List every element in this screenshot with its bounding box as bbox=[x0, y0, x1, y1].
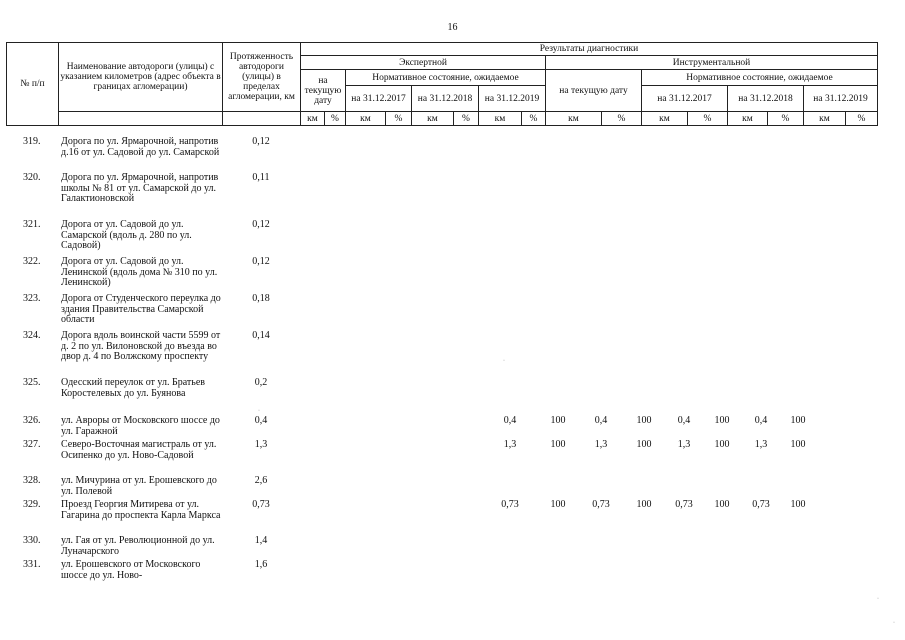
road-length: 1,4 bbox=[254, 536, 268, 546]
instr-km-value bbox=[482, 331, 538, 378]
instr-pct-value: 100 bbox=[714, 416, 730, 426]
instr-pct-value bbox=[624, 220, 664, 257]
instr-pct-value bbox=[782, 257, 814, 294]
row-number: 329. bbox=[23, 500, 41, 510]
road-length: 0,12 bbox=[252, 137, 270, 147]
instr-km-value bbox=[578, 220, 624, 257]
road-name: Дорога по ул. Ярмарочной, напротив школы № 81 от ул. Самарской до ул. Галактионовской bbox=[61, 173, 219, 205]
instr-pct-value bbox=[704, 331, 740, 378]
road-name: Проезд Георгия Митирева от ул. Гагарина до проспекта Карла Маркса bbox=[61, 500, 221, 521]
instr-pct-value: 100 bbox=[636, 500, 652, 510]
instr-pct-value bbox=[782, 331, 814, 378]
expert-values-empty bbox=[300, 294, 482, 331]
instr-pct-value bbox=[782, 560, 814, 584]
instr-pct-value bbox=[538, 257, 578, 294]
instr-pct-value bbox=[704, 220, 740, 257]
instr-km-value: 0,4 bbox=[677, 416, 691, 426]
header-pct: % bbox=[846, 112, 878, 126]
row-number: 323. bbox=[23, 294, 41, 304]
road-name: Дорога от ул. Садовой до ул. Ленинской (вдоль дома № 310 по ул. Ленинской) bbox=[61, 257, 218, 289]
instr-km-value bbox=[482, 294, 538, 331]
instr-km-value bbox=[578, 137, 624, 173]
road-name: ул. Мичурина от ул. Ерошевского до ул. Полевой bbox=[61, 476, 217, 497]
road-length: 1,3 bbox=[254, 440, 268, 450]
instr-pct-value bbox=[538, 173, 578, 220]
instr-pct-value bbox=[704, 560, 740, 584]
header-instr-normative: Нормативное состояние, ожидаемое bbox=[642, 70, 878, 86]
instr-pct-value bbox=[782, 378, 814, 416]
header-expert-date-2017: на 31.12.2017 bbox=[346, 86, 412, 112]
table-row bbox=[6, 536, 814, 560]
instr-km-value: 0,73 bbox=[592, 500, 610, 510]
header-expert-current: на текущую дату bbox=[301, 70, 346, 112]
instr-pct-value: 100 bbox=[636, 416, 652, 426]
instr-pct-value bbox=[782, 476, 814, 500]
instr-pct-value bbox=[538, 137, 578, 173]
instr-km-value: 1,3 bbox=[594, 440, 608, 450]
road-name: Дорога от Студенческого переулка до здания Правительства Самарской области bbox=[61, 294, 221, 326]
instr-pct-value: 100 bbox=[714, 500, 730, 510]
header-instr-date-2018: на 31.12.2018 bbox=[728, 86, 804, 112]
instr-pct-value bbox=[538, 378, 578, 416]
table-row bbox=[6, 331, 814, 378]
instr-pct-value: 100 bbox=[790, 440, 806, 450]
instr-pct-value bbox=[782, 137, 814, 173]
instr-km-value: 1,3 bbox=[677, 440, 691, 450]
instr-pct-value bbox=[704, 536, 740, 560]
row-number: 324. bbox=[23, 331, 41, 341]
instr-km-value bbox=[740, 220, 782, 257]
instr-km-value bbox=[578, 331, 624, 378]
instr-km-value bbox=[740, 378, 782, 416]
row-number: 327. bbox=[23, 440, 41, 450]
row-number: 322. bbox=[23, 257, 41, 267]
instr-km-value bbox=[664, 257, 704, 294]
header-instr-date-2017: на 31.12.2017 bbox=[642, 86, 728, 112]
instr-km-value bbox=[740, 173, 782, 220]
header-km: км bbox=[346, 112, 386, 126]
instr-km-value bbox=[578, 173, 624, 220]
header-pct: % bbox=[688, 112, 728, 126]
instr-pct-value bbox=[538, 536, 578, 560]
instr-km-value bbox=[578, 378, 624, 416]
header-km: км bbox=[479, 112, 522, 126]
instr-km-value bbox=[664, 331, 704, 378]
header-km: км bbox=[412, 112, 454, 126]
instr-pct-value: 100 bbox=[714, 440, 730, 450]
instr-pct-value bbox=[782, 294, 814, 331]
instr-km-value: 1,3 bbox=[754, 440, 768, 450]
header-instr-date-2019: на 31.12.2019 bbox=[804, 86, 878, 112]
header-expert-normative: Нормативное состояние, ожидаемое bbox=[346, 70, 546, 86]
expert-values-empty bbox=[300, 137, 482, 173]
instr-km-value bbox=[578, 560, 624, 584]
instr-km-value bbox=[482, 220, 538, 257]
header-expert: Экспертной bbox=[301, 56, 546, 70]
instr-pct-value: 100 bbox=[550, 416, 566, 426]
instr-pct-value bbox=[704, 137, 740, 173]
instr-pct-value bbox=[538, 560, 578, 584]
instr-km-value: 0,73 bbox=[675, 500, 693, 510]
instr-pct-value bbox=[624, 476, 664, 500]
expert-values-empty bbox=[300, 257, 482, 294]
instr-km-value bbox=[482, 476, 538, 500]
instr-pct-value bbox=[624, 331, 664, 378]
header-length-cont bbox=[223, 112, 301, 126]
header-instrumental: Инструментальной bbox=[546, 56, 878, 70]
speck: · bbox=[893, 620, 895, 626]
instr-km-value bbox=[578, 536, 624, 560]
instr-km-value bbox=[664, 220, 704, 257]
road-length: 0,11 bbox=[252, 173, 270, 183]
instr-pct-value bbox=[782, 536, 814, 560]
instr-km-value bbox=[740, 331, 782, 378]
instr-pct-value bbox=[538, 476, 578, 500]
expert-values-empty bbox=[300, 536, 482, 560]
instr-km-value bbox=[664, 536, 704, 560]
instr-pct-value bbox=[782, 173, 814, 220]
instr-km-value bbox=[664, 560, 704, 584]
road-name: ул. Гая от ул. Революционной до ул. Луначарского bbox=[61, 536, 215, 557]
row-number: 321. bbox=[23, 220, 41, 230]
instr-km-value bbox=[482, 137, 538, 173]
table-row bbox=[6, 173, 814, 220]
header-results: Результаты диагностики bbox=[301, 43, 878, 56]
header-km: км bbox=[642, 112, 688, 126]
instr-pct-value bbox=[624, 294, 664, 331]
instr-km-value: 0,73 bbox=[501, 500, 519, 510]
header-km: км bbox=[546, 112, 602, 126]
road-length: 0,12 bbox=[252, 220, 270, 230]
road-name: ул. Авроры от Московского шоссе до ул. Гаражной bbox=[61, 416, 220, 437]
road-length: 0,12 bbox=[252, 257, 270, 267]
instr-pct-value bbox=[704, 476, 740, 500]
road-name: Северо-Восточная магистраль от ул. Осипенко до ул. Ново-Садовой bbox=[61, 440, 217, 461]
instr-pct-value bbox=[704, 257, 740, 294]
expert-values-empty bbox=[300, 173, 482, 220]
instr-pct-value bbox=[624, 173, 664, 220]
header-pct: % bbox=[454, 112, 479, 126]
expert-values-empty bbox=[300, 416, 482, 440]
page-number: 16 bbox=[447, 22, 458, 33]
instr-pct-value bbox=[624, 560, 664, 584]
instr-km-value: 0,4 bbox=[594, 416, 608, 426]
row-number: 326. bbox=[23, 416, 41, 426]
instr-km-value bbox=[482, 173, 538, 220]
expert-values-empty bbox=[300, 476, 482, 500]
instr-km-value: 0,73 bbox=[752, 500, 770, 510]
instr-km-value bbox=[578, 476, 624, 500]
table-row bbox=[6, 500, 814, 536]
instr-km-value bbox=[740, 257, 782, 294]
road-name: Дорога вдоль воинской части 5599 от д. 2 по ул. Вилоновской до въезда во двор д. 4 по Волжскому проспекту bbox=[61, 331, 221, 363]
table-row bbox=[6, 137, 814, 173]
instr-km-value bbox=[664, 173, 704, 220]
instr-km-value: 0,4 bbox=[754, 416, 768, 426]
expert-values-empty bbox=[300, 331, 482, 378]
instr-pct-value bbox=[624, 137, 664, 173]
road-length: 1,6 bbox=[254, 560, 268, 570]
road-name: Дорога от ул. Садовой до ул. Самарской (вдоль д. 280 по ул. Садовой) bbox=[61, 220, 192, 252]
header-pct: % bbox=[602, 112, 642, 126]
header-length: Протяженность автодороги (улицы) в пределах агломерации, км bbox=[223, 43, 301, 112]
instr-pct-value bbox=[538, 220, 578, 257]
instr-pct-value: 100 bbox=[550, 500, 566, 510]
row-number: 319. bbox=[23, 137, 41, 147]
table-row bbox=[6, 476, 814, 500]
row-number: 320. bbox=[23, 173, 41, 183]
instr-km-value bbox=[482, 536, 538, 560]
header-km: км bbox=[804, 112, 846, 126]
instr-km-value bbox=[664, 137, 704, 173]
instr-km-value bbox=[482, 378, 538, 416]
table-row bbox=[6, 560, 814, 584]
instr-pct-value bbox=[624, 257, 664, 294]
expert-values-empty bbox=[300, 560, 482, 584]
instr-km-value bbox=[740, 560, 782, 584]
expert-values-empty bbox=[300, 220, 482, 257]
expert-values-empty bbox=[300, 440, 482, 476]
road-name: Дорога по ул. Ярмарочной, напротив д.16 от ул. Садовой до ул. Самарской bbox=[61, 137, 220, 158]
expert-values-empty bbox=[300, 378, 482, 416]
instr-pct-value: 100 bbox=[636, 440, 652, 450]
speck: · bbox=[258, 408, 260, 414]
instr-km-value bbox=[740, 536, 782, 560]
instr-pct-value bbox=[782, 220, 814, 257]
road-length: 0,2 bbox=[254, 378, 268, 388]
instr-pct-value bbox=[538, 331, 578, 378]
header-expert-date-2019: на 31.12.2019 bbox=[479, 86, 546, 112]
table-row bbox=[6, 257, 814, 294]
header-pct: % bbox=[522, 112, 546, 126]
table-row bbox=[6, 220, 814, 257]
road-length: 0,18 bbox=[252, 294, 270, 304]
instr-km-value bbox=[740, 137, 782, 173]
header-num: № п/п bbox=[7, 43, 59, 126]
instr-km-value bbox=[482, 257, 538, 294]
instr-km-value: 0,4 bbox=[503, 416, 517, 426]
instr-km-value bbox=[740, 294, 782, 331]
road-length: 0,4 bbox=[254, 416, 268, 426]
header-km: км bbox=[301, 112, 325, 126]
instr-pct-value bbox=[704, 173, 740, 220]
instr-km-value bbox=[740, 476, 782, 500]
instr-km-value bbox=[578, 257, 624, 294]
instr-km-value bbox=[664, 294, 704, 331]
road-length: 0,73 bbox=[252, 500, 270, 510]
instr-pct-value: 100 bbox=[550, 440, 566, 450]
row-number: 331. bbox=[23, 560, 41, 570]
road-length: 0,14 bbox=[252, 331, 270, 341]
table-body bbox=[6, 137, 814, 584]
header-pct: % bbox=[386, 112, 412, 126]
table-row bbox=[6, 378, 814, 416]
instr-pct-value bbox=[538, 294, 578, 331]
table-header bbox=[6, 42, 878, 126]
speck: · bbox=[503, 358, 505, 364]
road-length: 2,6 bbox=[254, 476, 268, 486]
header-km: км bbox=[728, 112, 768, 126]
header-instr-current: на текущую дату bbox=[546, 70, 642, 112]
instr-km-value bbox=[482, 560, 538, 584]
instr-km-value bbox=[578, 294, 624, 331]
instr-pct-value bbox=[624, 536, 664, 560]
table-row bbox=[6, 416, 814, 440]
instr-pct-value: 100 bbox=[790, 500, 806, 510]
header-name-cont bbox=[59, 112, 223, 126]
instr-km-value bbox=[664, 476, 704, 500]
instr-pct-value: 100 bbox=[790, 416, 806, 426]
instr-pct-value bbox=[624, 378, 664, 416]
header-pct: % bbox=[325, 112, 346, 126]
row-number: 325. bbox=[23, 378, 41, 388]
header-name: Наименование автодороги (улицы) с указанием километров (адрес объекта в границах агломерации) bbox=[59, 43, 223, 112]
speck: · bbox=[877, 596, 879, 602]
table-row bbox=[6, 294, 814, 331]
row-number: 328. bbox=[23, 476, 41, 486]
instr-pct-value bbox=[704, 294, 740, 331]
row-number: 330. bbox=[23, 536, 41, 546]
header-pct: % bbox=[768, 112, 804, 126]
road-name: ул. Ерошевского от Московского шоссе до ул. Ново- bbox=[61, 560, 201, 581]
instr-km-value: 1,3 bbox=[503, 440, 517, 450]
instr-km-value bbox=[664, 378, 704, 416]
expert-values-empty bbox=[300, 500, 482, 536]
header-expert-date-2018: на 31.12.2018 bbox=[412, 86, 479, 112]
road-name: Одесский переулок от ул. Братьев Коростелевых до ул. Буянова bbox=[61, 378, 205, 399]
table-row bbox=[6, 440, 814, 476]
instr-pct-value bbox=[704, 378, 740, 416]
